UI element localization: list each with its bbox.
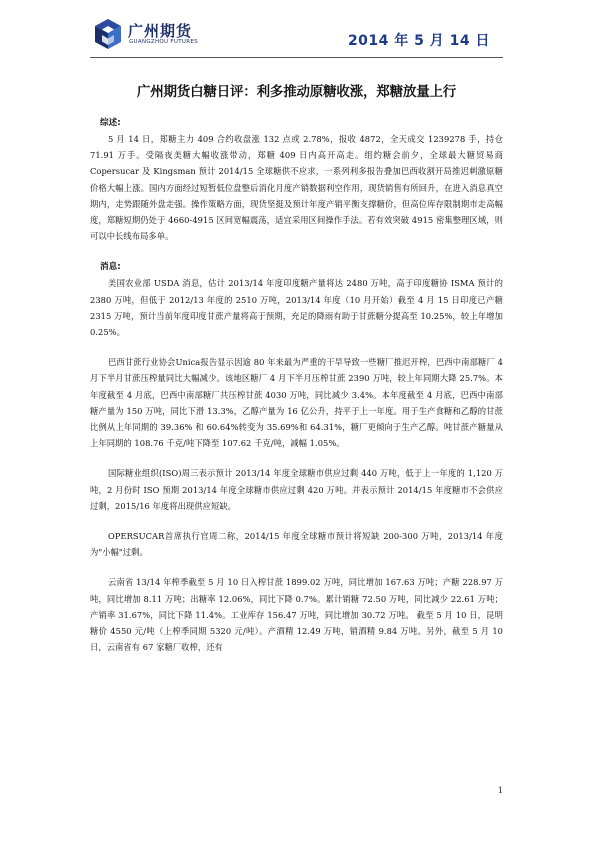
header-divider: [90, 57, 503, 58]
summary-paragraph: 5 月 14 日，郑糖主力 409 合约收盘涨 132 点或 2.78%，报收 4872，全天成交 1239278 手，持仓 71.91 万手。受隔夜美糖大幅收涨带动，郑糖 409 日内高开高走。组约糖会前夕，全球最大糖贸易商 Copersucar 及 Kingsman 预计 2014/15 全球糖供不应求，一系列利多报告叠加巴西收割开局推迟刺激原糖价格大幅上涨。国内方面经过短暂低位盘整后消化月度产销数据利空作用，现货销售有所回升，在进入消息真空期内，走势跟随外盘走强。操作策略方面，现货坚挺及预计年度产销平衡支撑糖价，但高位库存限制期市走高幅度，郑糖短期仍处于 4660-4915 区间宽幅震荡，适宜采用区间操作手法。若有效突破 4915 密集整理区域，则可以中长线布局多单。: [90, 134, 503, 242]
cube-logo-icon: [92, 18, 124, 50]
news-paragraph-unica: 巴西甘蔗行业协会Unica报告显示因逾 80 年来最为严重的干旱导致一些糖厂推迟开榨，巴西中南部糖厂 4 月下半月甘蔗压榨量同比大幅减少。该地区糖厂 4 月下半月压榨甘蔗 2390 万吨，较上年同期大降 25.7%。本年度截至 4 月底，巴西中南部糖厂共压榨甘蔗 4030 万吨，同比减少 3.4%。本年度截至 4 月底，巴西中南部糖产量为 150 万吨，同比下滑 13.3%，乙醇产量为 16 亿公升，持平于上一年度。用于生产食糖和乙醇的甘蔗比例从上年同期的 39.36% 和 60.64%转变为 35.69%和 64.31%，糖厂更倾向于生产乙醇。吨甘蔗产糖量从上年同期的 108.76 千克/吨下降至 107.62 千克/吨，减幅 1.05%。: [90, 357, 503, 449]
news-heading: 消息:: [100, 262, 121, 273]
logo-chinese-name: 广州期货: [128, 22, 193, 40]
report-body: [90, 116, 503, 655]
page-number: 1: [497, 786, 503, 795]
news-paragraph-usda: 美国农业部 USDA 消息，估计 2013/14 年度印度糖产量将达 2480 万吨，高于印度糖协 ISMA 预计的 2380 万吨，但低于 2012/13 年度的 2510 万吨，2013/14 年度（10 月开始）截至 4 月 15 日印度已产糖 2315 万吨，预计当前年度印度甘蔗产量将高于预期，充足的降雨有助于甘蔗糖分提高至 10.25%，较上年增加 0.25%。: [90, 278, 503, 338]
summary-heading: 综述:: [100, 118, 121, 128]
news-paragraph-yunnan: 云南省 13/14 年榨季截至 5 月 10 日入榨甘蔗 1899.02 万吨，同比增加 167.63 万吨；产糖 228.97 万吨，同比增加 8.11 万吨；出糖率 12.06%，同比下降 0.7%。累计销糖 72.50 万吨，同比减少 22.61 万吨；产销率 31.67%，同比下降 11.4%。工业库存 156.47 万吨，同比增加 30.72 万吨。 截至 5 月 10 日，昆明糖价 4550 元/吨（上榨季同期 5320 元/吨）。产酒精 12.49 万吨，销酒精 9.84 万吨。另外，截至 5 月 10 日，云南省有 67 家糖厂收榨，还有: [90, 577, 503, 653]
news-paragraph-copersucar: OPERSUCAR首席执行官周二称，2014/15 年度全球糖市预计将短缺 200-300 万吨，2013/14 年度为"小幅"过剩。: [90, 531, 503, 558]
news-paragraph-iso: 国际糖业组织(ISO)周三表示预计 2013/14 年度全球糖市供应过剩 440 万吨，低于上一年度的 1,120 万吨，2 月份时 ISO 预期 2013/14 年度全球糖市供应过剩 420 万吨。并表示预计 2014/15 年度糖市不会供应过剩，2015/16 年度将出现供应短缺。: [90, 468, 503, 511]
logo-english-name: GUANGZHOU FUTURES: [129, 39, 198, 45]
report-title: 广州期货白糖日评：利多推动原糖收涨，郑糖放量上行: [136, 84, 457, 100]
company-logo: [92, 18, 202, 54]
page-header: [0, 0, 595, 62]
report-date: 2014 年 5 月 14 日: [347, 33, 490, 49]
